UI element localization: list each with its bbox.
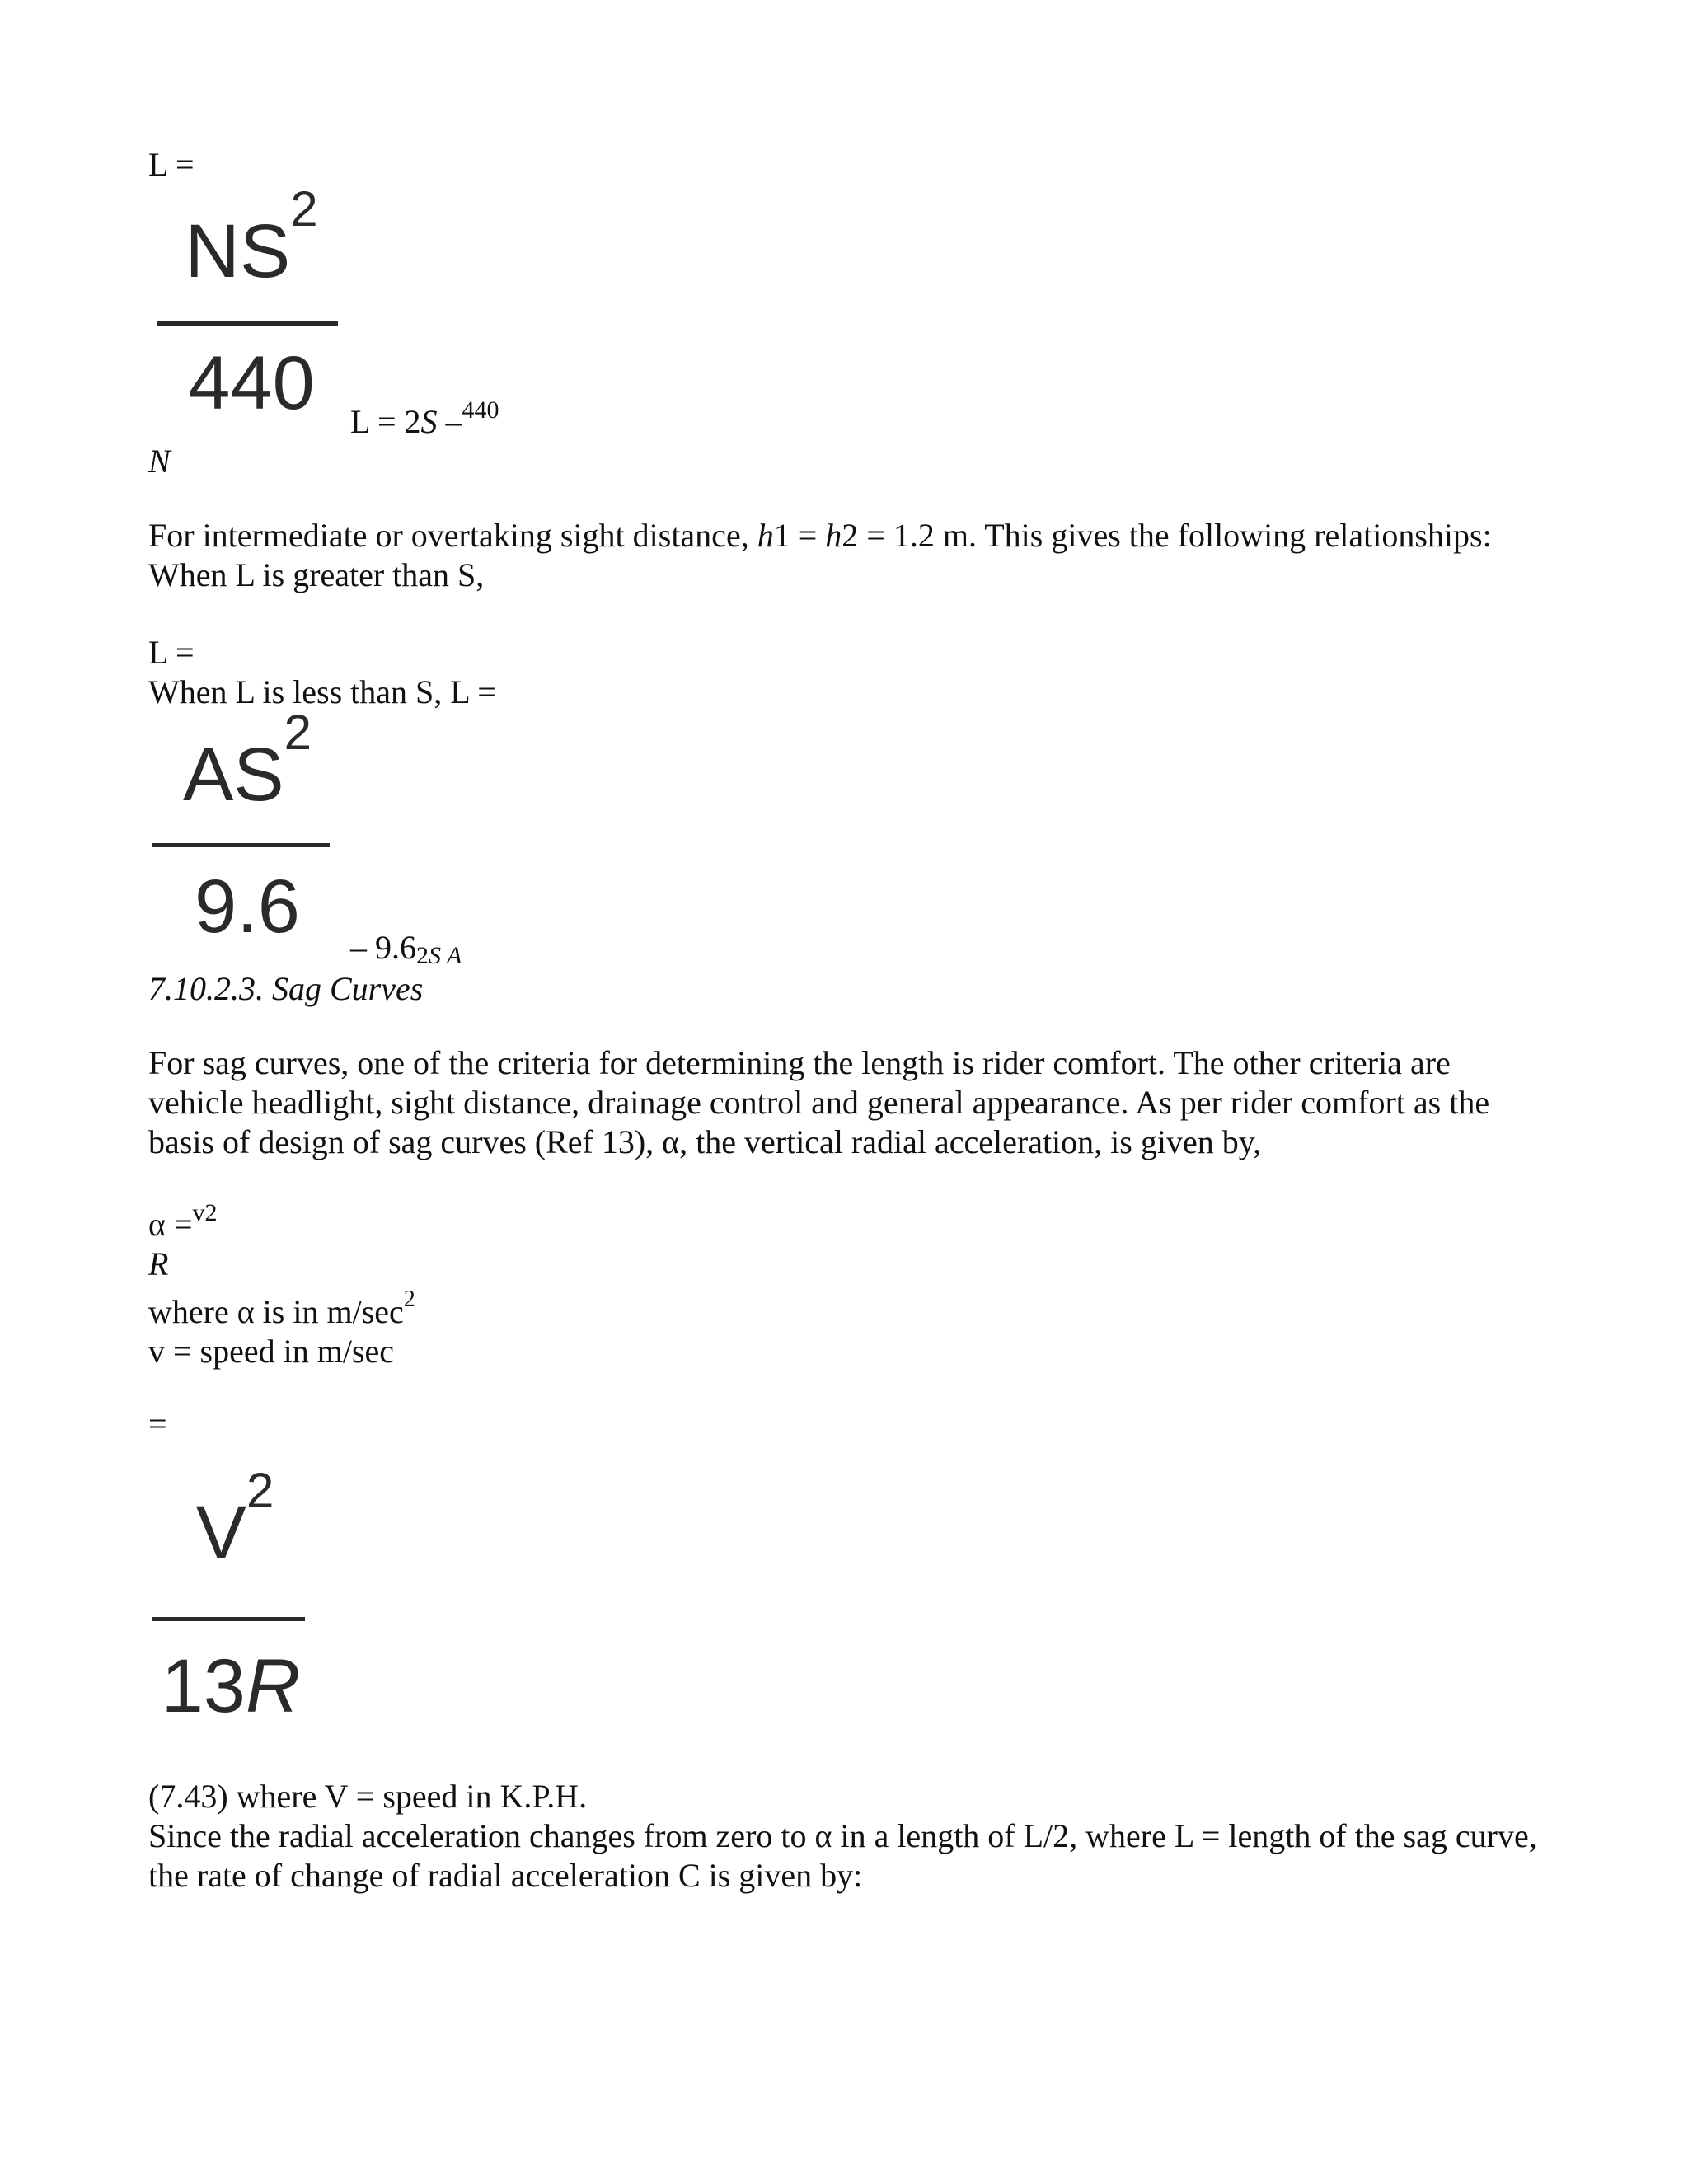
equation-tail-2 [350, 928, 462, 971]
numerator-exponent: 2 [284, 705, 312, 761]
where-exponent: 2 [403, 1286, 415, 1312]
equation-less-line: When L is less than S, L = [148, 673, 496, 710]
where-text: where α is in m/sec [148, 1293, 404, 1330]
equation-denominator-n: N [148, 443, 171, 480]
numerator-exponent: 2 [246, 1463, 274, 1519]
numerator-exponent: 2 [290, 181, 318, 237]
paragraph-sag-curves: For sag curves, one of the criteria for determining the length is rider comfort. The other criteria are vehicle headlight, sight distance, drainage control and general appearance. As per rider comfort as the basis of design of sag curves (Ref 13), α, the vertical radial acceleration, is given by, [148, 1044, 1490, 1160]
alpha-superscript: v2 [192, 1199, 218, 1226]
text-span: h [825, 517, 842, 554]
text-span: 1 [773, 517, 790, 554]
fraction-bar [157, 321, 338, 326]
equals-sign: = [148, 1405, 167, 1442]
where-alpha-line [148, 1286, 415, 1332]
tail-text: – 9.6 [350, 929, 416, 966]
equation-alpha [148, 1199, 218, 1248]
alt-prefix: L = 2 [350, 403, 421, 440]
text-span: h [757, 517, 774, 554]
numerator-text: AS [182, 733, 284, 817]
tail-variable: S A [429, 942, 462, 969]
text-span: 2 [842, 517, 859, 554]
equation-alt-1 [350, 396, 499, 445]
denominator-number: 13 [161, 1644, 246, 1728]
paragraph-radial-acceleration: Since the radial acceleration changes from zero to α in a length of L/2, where L = length of the sag curve, the rate of change of radial acceleration C is given by: [148, 1817, 1537, 1894]
speed-line: v = speed in m/sec [148, 1333, 395, 1370]
paragraph-line [148, 516, 1492, 555]
tail-subscript: 2 [416, 942, 429, 969]
equation-lhs-2: L = [148, 634, 195, 671]
fraction-numerator [140, 1463, 330, 1575]
numerator-text: V [195, 1491, 246, 1575]
fraction-denominator [136, 1645, 326, 1727]
numerator-text: NS [185, 209, 291, 293]
paragraph-line: When L is greater than S, [148, 556, 485, 593]
fraction-denominator: 9.6 [195, 865, 300, 949]
text-span: For intermediate or overtaking sight distance, [148, 517, 757, 554]
equation-alpha-denominator: R [148, 1245, 169, 1282]
section-heading: 7.10.2.3. Sag Curves [148, 970, 424, 1007]
fraction-bar [152, 1617, 305, 1621]
fraction-numerator [152, 705, 342, 817]
equation-lhs-1: L = [148, 146, 195, 183]
text-span: = 1.2 m. This gives the following relationships: [858, 517, 1492, 554]
paragraph-line: (7.43) where V = speed in K.P.H. [148, 1778, 588, 1815]
alt-variable: S [420, 403, 438, 440]
alpha-lhs: α = [148, 1206, 193, 1243]
fraction-numerator [157, 181, 346, 293]
fraction-denominator: 440 [188, 341, 315, 425]
alt-minus: – [437, 403, 462, 440]
denominator-variable: R [245, 1644, 301, 1728]
text-span: = [790, 517, 826, 554]
alt-superscript: 440 [462, 396, 499, 424]
fraction-bar [152, 843, 330, 847]
